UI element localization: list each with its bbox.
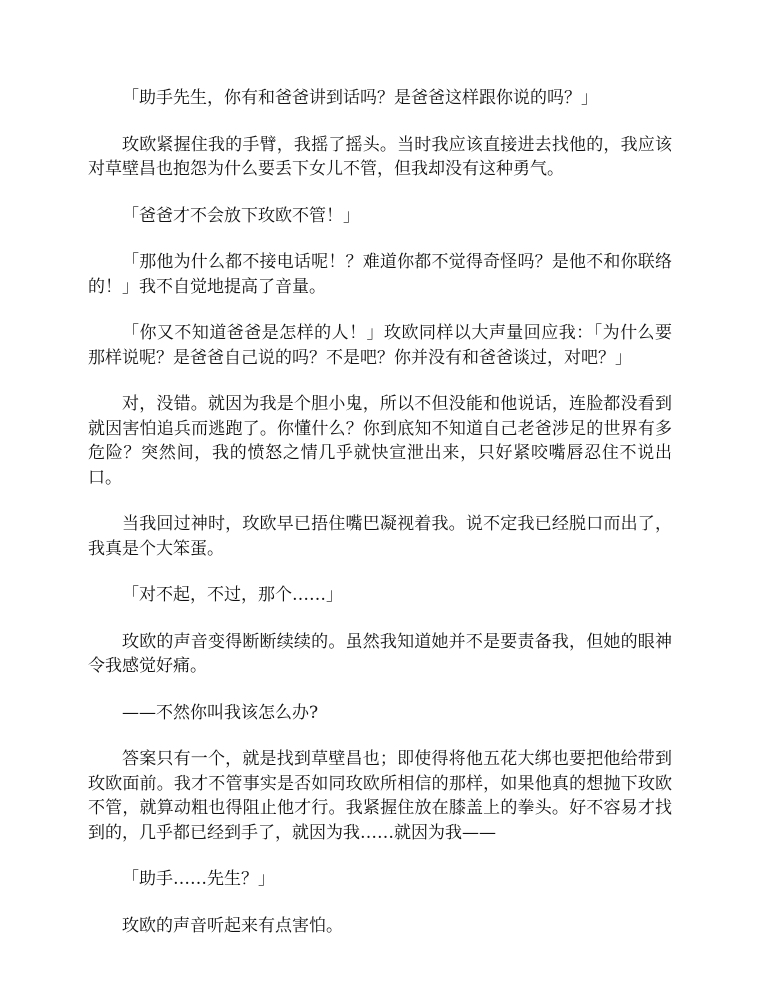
paragraph: 玫欧的声音听起来有点害怕。 bbox=[122, 915, 343, 936]
paragraph: 答案只有一个，就是找到草壁昌也；即使得将他五花大绑也要把他给带到玫欧面前。我才不管事实是否如同玫欧所相信的那样，如果他真的想抛下玫欧不管，就算动粗也得阻止他才行。我紧握住放在膝盖上的拳头。好不容易才找到的，几乎都已经到手了，就因为我……就因为我—— bbox=[88, 749, 672, 843]
paragraph: 对，没错。就因为我是个胆小鬼，所以不但没能和他说话，连脸都没看到就因害怕追兵而逃跑了。你懂什么？你到底知不知道自己老爸涉足的世界有多危险？突然间，我的愤怒之情几乎就快宣泄出来，只好紧咬嘴唇忍住不说出口。 bbox=[88, 394, 672, 488]
paragraph: 当我回过神时，玫欧早已捂住嘴巴凝视着我。说不定我已经脱口而出了，我真是个大笨蛋。 bbox=[88, 514, 672, 559]
paragraph: 「那他为什么都不接电话呢！？难道你都不觉得奇怪吗？是他不和你联络的！」我不自觉地提高了音量。 bbox=[88, 252, 672, 297]
paragraph: 「你又不知道爸爸是怎样的人！」玫欧同样以大声量回应我：「为什么要那样说呢？是爸爸自己说的吗？不是吧？你并没有和爸爸谈过，对吧？」 bbox=[88, 323, 672, 368]
paragraph: 「助手……先生？」 bbox=[122, 869, 275, 889]
paragraph: 玫欧紧握住我的手臂，我摇了摇头。当时我应该直接进去找他的，我应该对草壁昌也抱怨为什么要丢下女儿不管，但我却没有这种勇气。 bbox=[88, 134, 672, 179]
paragraph: 玫欧的声音变得断断续续的。虽然我知道她并不是要责备我，但她的眼神令我感觉好痛。 bbox=[88, 631, 672, 676]
paragraph: 「助手先生，你有和爸爸讲到话吗？是爸爸这样跟你说的吗？」 bbox=[122, 88, 598, 108]
paragraph: 「对不起，不过，那个……」 bbox=[122, 585, 343, 605]
document-page bbox=[88, 86, 672, 960]
paragraph: ——不然你叫我该怎么办? bbox=[122, 702, 319, 723]
paragraph: 「爸爸才不会放下玫欧不管！」 bbox=[122, 205, 360, 226]
